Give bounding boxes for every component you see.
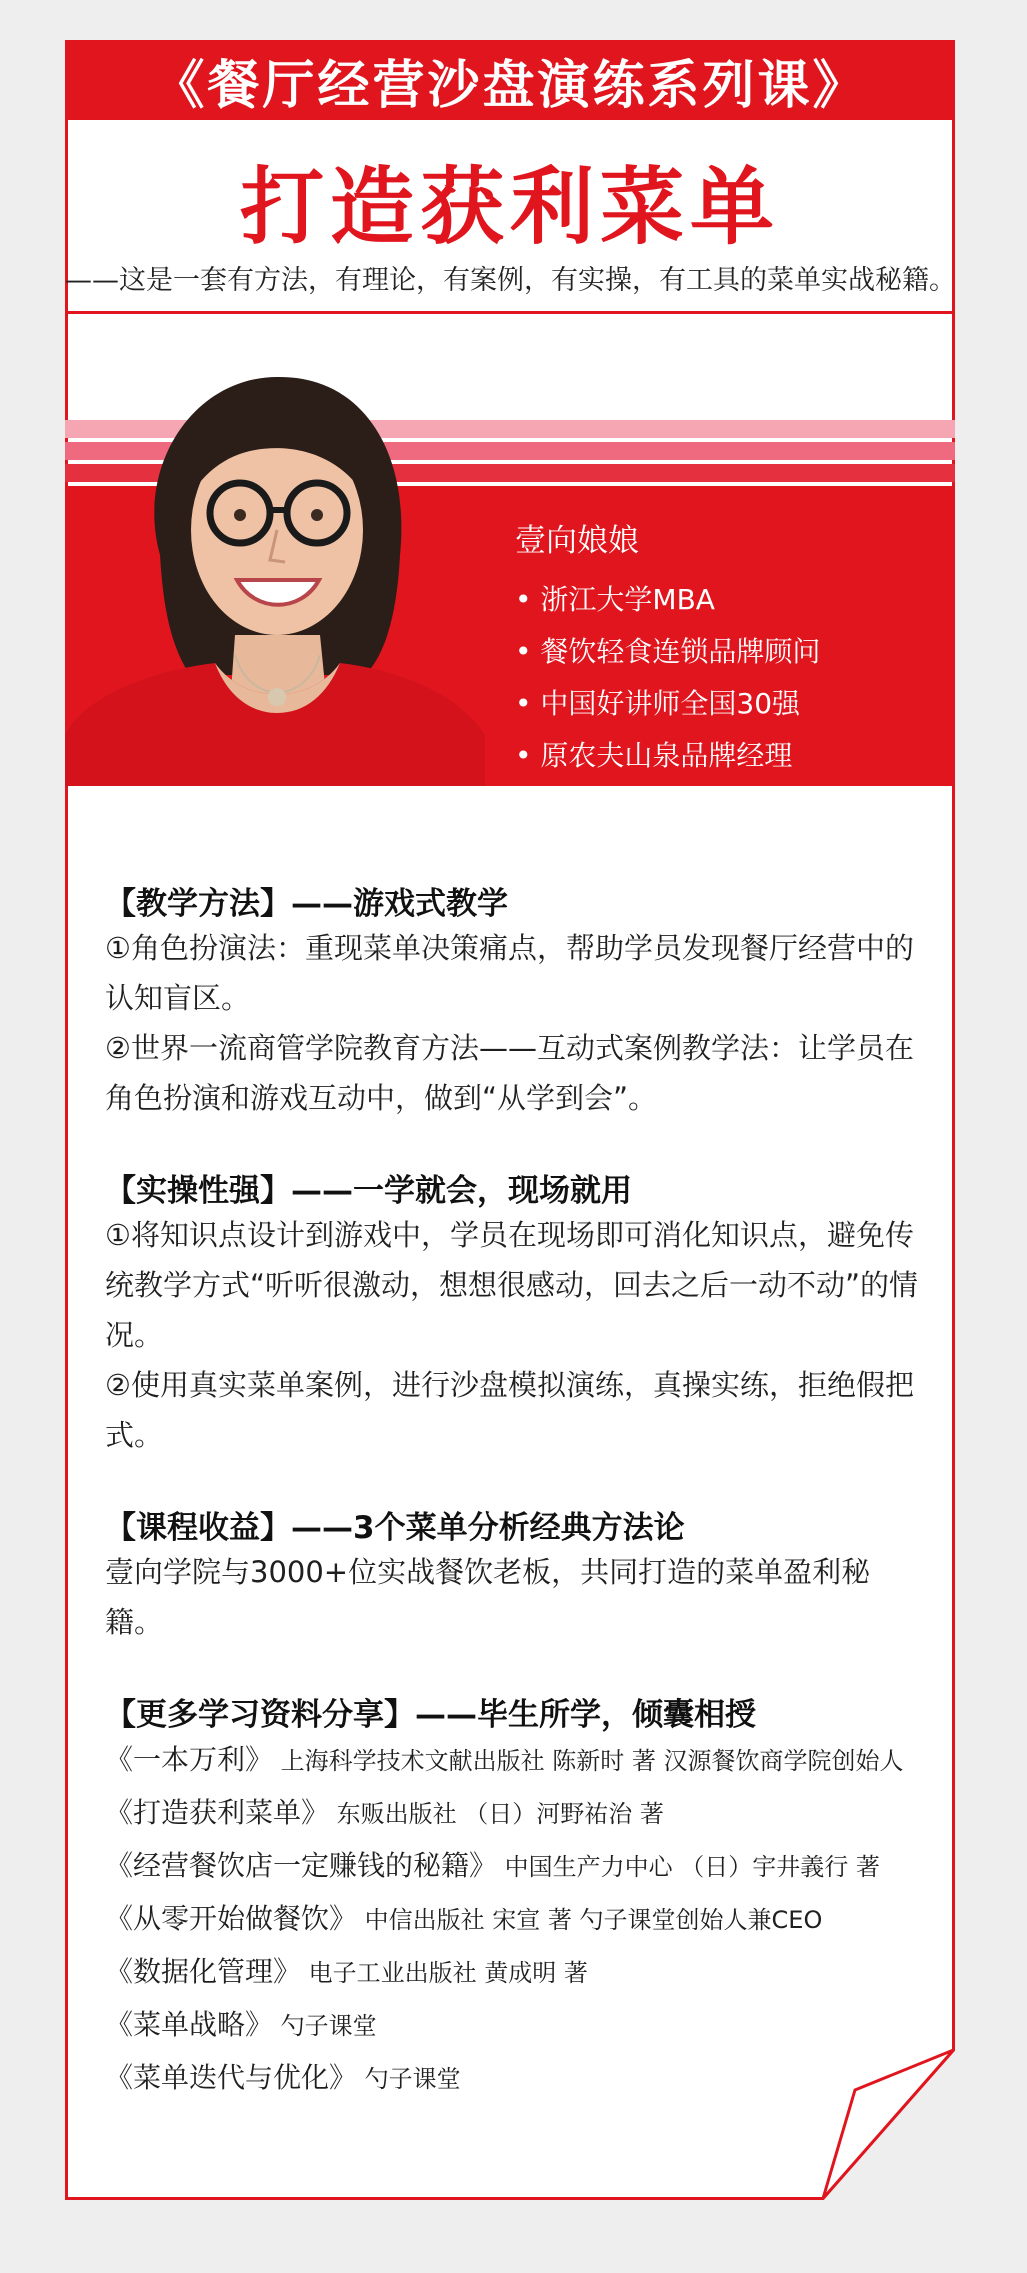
credential-item: • 浙江大学MBA (515, 583, 715, 616)
section-paragraph: 壹向学院与3000+位实战餐饮老板，共同打造的菜单盈利秘籍。 (105, 1555, 871, 1639)
header-banner (65, 40, 955, 120)
instructor-profile (515, 515, 820, 786)
book-item (105, 1787, 925, 1840)
course-description (105, 878, 925, 2105)
book-item (105, 1734, 925, 1787)
book-detail: 上海科学技术文献出版社 陈新时 著 汉源餐饮商学院创始人 (280, 1747, 904, 1775)
section-paragraph: ②使用真实菜单案例，进行沙盘模拟演练，真操实练，拒绝假把式。 (105, 1368, 914, 1452)
book-title: 《菜单战略》 (105, 2008, 274, 2041)
credential-item: • 中国好讲师全国30强 (515, 687, 801, 720)
credential-item: • 餐饮轻食连锁品牌顾问 (515, 635, 821, 668)
book-title: 《菜单迭代与优化》 (105, 2061, 358, 2094)
section-title: 【课程收益】——3个菜单分析经典方法论 (105, 1510, 685, 1546)
book-detail: 勺子课堂 (280, 2012, 377, 2040)
book-item (105, 2052, 925, 2105)
instructor-name: 壹向娘娘 (515, 523, 639, 559)
subtitle: ——这是一套有方法，有理论，有案例，有实操，有工具的菜单实战秘籍。 (65, 265, 956, 296)
book-detail: 东贩出版社 （日）河野祐治 著 (336, 1800, 664, 1828)
book-item (105, 1893, 925, 1946)
instructor-photo (65, 355, 485, 786)
book-title: 《经营餐饮店一定赚钱的秘籍》 (105, 1849, 498, 1882)
series-title: 《餐厅经营沙盘演练系列课》 (152, 55, 868, 116)
book-list (105, 1734, 925, 2105)
book-item (105, 1840, 925, 1893)
book-detail: 电子工业出版社 黄成明 著 (308, 1959, 588, 1987)
credential-item: • 原农夫山泉品牌经理 (515, 739, 793, 772)
section-title: 【更多学习资料分享】——毕生所学，倾囊相授 (105, 1697, 756, 1733)
book-detail: 中信出版社 宋宣 著 勺子课堂创始人兼CEO (364, 1906, 823, 1934)
book-detail: 勺子课堂 (364, 2065, 461, 2093)
section-paragraph: ①角色扮演法：重现菜单决策痛点，帮助学员发现餐厅经营中的认知盲区。 (105, 931, 914, 1015)
section-title: 【实操性强】——一学就会，现场就用 (105, 1173, 632, 1209)
poster (65, 40, 955, 2200)
book-title: 《打造获利菜单》 (105, 1796, 330, 1829)
section-paragraph: ①将知识点设计到游戏中，学员在现场即可消化知识点，避免传统教学方式“听听很激动，想想很感动，回去之后一动不动”的情况。 (105, 1218, 919, 1352)
book-title: 《一本万利》 (105, 1743, 274, 1776)
header-divider (65, 311, 955, 314)
section-title: 【教学方法】——游戏式教学 (105, 886, 508, 922)
book-item (105, 1946, 925, 1999)
section-paragraph: ②世界一流商管学院教育方法——互动式案例教学法：让学员在角色扮演和游戏互动中，做到“从学到会”。 (105, 1031, 914, 1115)
book-title: 《数据化管理》 (105, 1955, 302, 1988)
book-title: 《从零开始做餐饮》 (105, 1902, 358, 1935)
book-item (105, 1999, 925, 2052)
main-title: 打造获利菜单 (239, 158, 780, 256)
book-detail: 中国生产力中心 （日）宇井義行 著 (504, 1853, 880, 1881)
